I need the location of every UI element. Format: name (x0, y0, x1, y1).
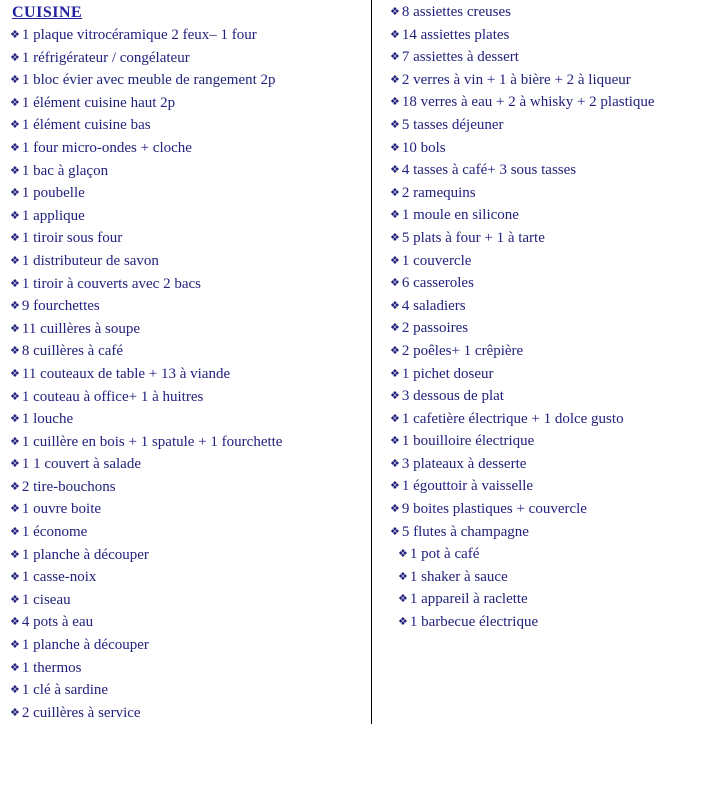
bullet-icon: ❖ (390, 51, 400, 64)
list-item-label: 1 cafetière électrique + 1 dolce gusto (401, 410, 624, 427)
list-item (390, 273, 713, 296)
list-item-label: 1 ciseau (21, 591, 71, 608)
list-item-label: 1 tiroir sous four (21, 230, 123, 247)
list-item (390, 364, 713, 387)
list-item (390, 522, 713, 545)
list-item-label: 1 thermos (21, 659, 82, 676)
list-item (390, 138, 713, 161)
bullet-icon: ❖ (10, 119, 20, 132)
bullet-icon: ❖ (390, 412, 400, 425)
bullet-icon: ❖ (390, 457, 400, 470)
list-item (10, 567, 365, 590)
list-item (10, 432, 365, 455)
list-item-label: 1 clé à sardine (21, 682, 109, 699)
list-item-label: 1 shaker à sauce (409, 568, 508, 585)
bullet-icon: ❖ (10, 232, 20, 245)
list-item (10, 364, 365, 387)
list-item (10, 499, 365, 522)
list-item (10, 115, 365, 138)
list-item (390, 589, 713, 612)
list-item-label: 1 distributeur de savon (21, 252, 159, 269)
inventory-list-left (10, 25, 365, 725)
bullet-icon: ❖ (390, 28, 400, 41)
list-item (10, 590, 365, 613)
list-item (10, 93, 365, 116)
list-item (390, 296, 713, 319)
bullet-icon: ❖ (390, 525, 400, 538)
list-item-label: 3 dessous de plat (401, 388, 504, 405)
list-item-label: 2 verres à vin + 1 à bière + 2 à liqueur (401, 71, 631, 88)
list-item-label: 10 bols (401, 139, 446, 156)
list-item (10, 409, 365, 432)
bullet-icon: ❖ (10, 209, 20, 222)
list-item-label: 3 plateaux à desserte (401, 455, 527, 472)
list-item-label: 1 poubelle (21, 185, 85, 202)
bullet-icon: ❖ (10, 616, 20, 629)
bullet-icon: ❖ (10, 548, 20, 561)
list-item (10, 183, 365, 206)
bullet-icon: ❖ (10, 187, 20, 200)
list-item (10, 612, 365, 635)
list-item (10, 206, 365, 229)
list-item (390, 160, 713, 183)
bullet-icon: ❖ (10, 254, 20, 267)
bullet-icon: ❖ (390, 277, 400, 290)
bullet-icon: ❖ (398, 548, 408, 561)
list-item (390, 409, 713, 432)
list-item (390, 431, 713, 454)
bullet-icon: ❖ (390, 231, 400, 244)
bullet-icon: ❖ (390, 73, 400, 86)
bullet-icon: ❖ (390, 186, 400, 199)
list-item-label: 1 bac à glaçon (21, 162, 109, 179)
bullet-icon: ❖ (10, 29, 20, 41)
bullet-icon: ❖ (398, 616, 408, 629)
list-item (390, 544, 713, 567)
list-item (10, 454, 365, 477)
list-item (10, 319, 365, 342)
list-item-label: 2 ramequins (401, 184, 476, 201)
list-item-label: 1 couvercle (401, 252, 472, 269)
list-item-label: 4 saladiers (401, 297, 466, 314)
bullet-icon: ❖ (398, 570, 408, 583)
list-item-label: 8 assiettes creuses (401, 4, 512, 20)
list-item (10, 680, 365, 703)
bullet-icon: ❖ (390, 299, 400, 312)
list-item-label: 9 boites plastiques + couvercle (401, 501, 587, 518)
list-item (10, 341, 365, 364)
list-item-label: 1 égouttoir à vaisselle (401, 478, 534, 495)
list-item-label: 1 1 couvert à salade (21, 456, 141, 473)
list-item (10, 545, 365, 568)
list-item (10, 522, 365, 545)
bullet-icon: ❖ (10, 706, 20, 719)
bullet-icon: ❖ (10, 96, 20, 109)
list-item-label: 2 cuillères à service (21, 704, 141, 721)
bullet-icon: ❖ (10, 367, 20, 380)
bullet-icon: ❖ (390, 480, 400, 493)
list-item-label: 1 applique (21, 207, 85, 224)
list-item-label: 11 couteaux de table + 13 à viande (21, 365, 231, 382)
bullet-icon: ❖ (10, 390, 20, 403)
bullet-icon: ❖ (390, 164, 400, 177)
bullet-icon: ❖ (390, 209, 400, 222)
list-item-label: 1 élément cuisine haut 2p (21, 94, 176, 111)
bullet-icon: ❖ (10, 51, 20, 64)
list-item (390, 454, 713, 477)
bullet-icon: ❖ (10, 684, 20, 697)
list-item-label: 5 tasses déjeuner (401, 116, 504, 133)
list-item-label: 1 économe (21, 524, 88, 541)
list-item-label: 2 poêles+ 1 crêpière (401, 342, 524, 359)
bullet-icon: ❖ (10, 526, 20, 539)
list-item (10, 658, 365, 681)
bullet-icon: ❖ (390, 118, 400, 131)
list-item-label: 1 plaque vitrocéramique 2 feux– 1 four (21, 27, 257, 43)
list-item-label: 1 couteau à office+ 1 à huitres (21, 388, 204, 405)
bullet-icon: ❖ (390, 6, 400, 18)
list-item-label: 5 plats à four + 1 à tarte (401, 229, 545, 246)
list-item (390, 386, 713, 409)
list-item-label: 1 planche à découper (21, 637, 149, 654)
list-item (390, 25, 713, 48)
bullet-icon: ❖ (10, 593, 20, 606)
list-item-label: 4 pots à eau (21, 614, 94, 631)
list-item (10, 228, 365, 251)
list-item-label: 2 passoires (401, 320, 469, 337)
list-item-label: 1 louche (21, 411, 74, 428)
list-item (390, 499, 713, 522)
list-item (10, 477, 365, 500)
list-item-label: 18 verres à eau + 2 à whisky + 2 plastique (401, 94, 655, 111)
list-item (390, 92, 713, 115)
inventory-list-right (390, 2, 713, 635)
list-item-label: 1 pichet doseur (401, 365, 494, 382)
list-item-label: 1 ouvre boite (21, 501, 102, 518)
bullet-icon: ❖ (390, 96, 400, 109)
bullet-icon: ❖ (10, 503, 20, 516)
list-item (390, 2, 713, 25)
list-item (390, 612, 713, 635)
list-item (10, 296, 365, 319)
bullet-icon: ❖ (390, 254, 400, 267)
list-item (390, 341, 713, 364)
list-item (390, 228, 713, 251)
list-item-label: 1 bouilloire électrique (401, 433, 535, 450)
list-item (10, 70, 365, 93)
list-item (10, 274, 365, 297)
list-item-label: 1 casse-noix (21, 569, 97, 586)
list-item (10, 387, 365, 410)
list-item-label: 1 cuillère en bois + 1 spatule + 1 fourchette (21, 433, 283, 450)
list-item-label: 1 four micro-ondes + cloche (21, 139, 192, 156)
list-item-label: 11 cuillères à soupe (21, 320, 141, 337)
list-item-label: 1 tiroir à couverts avec 2 bacs (21, 275, 201, 292)
list-item-label: 1 réfrigérateur / congélateur (21, 49, 190, 66)
list-item (390, 205, 713, 228)
list-item (390, 251, 713, 274)
list-item-label: 1 bloc évier avec meuble de rangement 2p (21, 72, 276, 89)
list-item (390, 115, 713, 138)
list-item (10, 161, 365, 184)
bullet-icon: ❖ (390, 367, 400, 380)
bullet-icon: ❖ (10, 639, 20, 652)
list-item (10, 25, 365, 48)
bullet-icon: ❖ (10, 458, 20, 471)
list-item-label: 1 planche à découper (21, 546, 149, 563)
list-item (10, 703, 365, 726)
bullet-icon: ❖ (390, 503, 400, 516)
list-item-label: 4 tasses à café+ 3 sous tasses (401, 162, 577, 179)
list-item (390, 567, 713, 590)
bullet-icon: ❖ (10, 480, 20, 493)
list-item (10, 48, 365, 71)
list-item-label: 1 pot à café (409, 546, 480, 563)
bullet-icon: ❖ (390, 141, 400, 154)
bullet-icon: ❖ (10, 435, 20, 448)
list-item-label: 1 appareil à raclette (409, 591, 528, 608)
list-item (10, 635, 365, 658)
list-item (10, 251, 365, 274)
list-item-label: 9 fourchettes (21, 298, 100, 315)
list-item-label: 7 assiettes à dessert (401, 49, 519, 66)
right-column (372, 0, 719, 724)
bullet-icon: ❖ (390, 322, 400, 335)
list-item (390, 476, 713, 499)
list-item (390, 318, 713, 341)
bullet-icon: ❖ (10, 345, 20, 358)
list-item-label: 2 tire-bouchons (21, 478, 116, 495)
left-column (0, 0, 372, 724)
bullet-icon: ❖ (10, 141, 20, 154)
bullet-icon: ❖ (10, 164, 20, 177)
list-item-label: 8 cuillères à café (21, 343, 124, 360)
list-item-label: 6 casseroles (401, 275, 474, 292)
list-item (390, 70, 713, 93)
list-item (10, 138, 365, 161)
page-title: CUISINE (12, 4, 83, 21)
list-item-label: 5 flutes à champagne (401, 523, 529, 540)
bullet-icon: ❖ (390, 344, 400, 357)
bullet-icon: ❖ (398, 593, 408, 606)
bullet-icon: ❖ (10, 571, 20, 584)
list-item (390, 183, 713, 206)
list-item-label: 1 élément cuisine bas (21, 117, 151, 134)
list-item (390, 47, 713, 70)
bullet-icon: ❖ (10, 74, 20, 87)
list-item-label: 14 assiettes plates (401, 26, 510, 43)
bullet-icon: ❖ (10, 277, 20, 290)
bullet-icon: ❖ (390, 390, 400, 403)
bullet-icon: ❖ (10, 322, 20, 335)
bullet-icon: ❖ (10, 413, 20, 426)
bullet-icon: ❖ (10, 661, 20, 674)
list-item-label: 1 barbecue électrique (409, 614, 539, 631)
bullet-icon: ❖ (390, 435, 400, 448)
list-item-label: 1 moule en silicone (401, 207, 519, 224)
bullet-icon: ❖ (10, 300, 20, 313)
